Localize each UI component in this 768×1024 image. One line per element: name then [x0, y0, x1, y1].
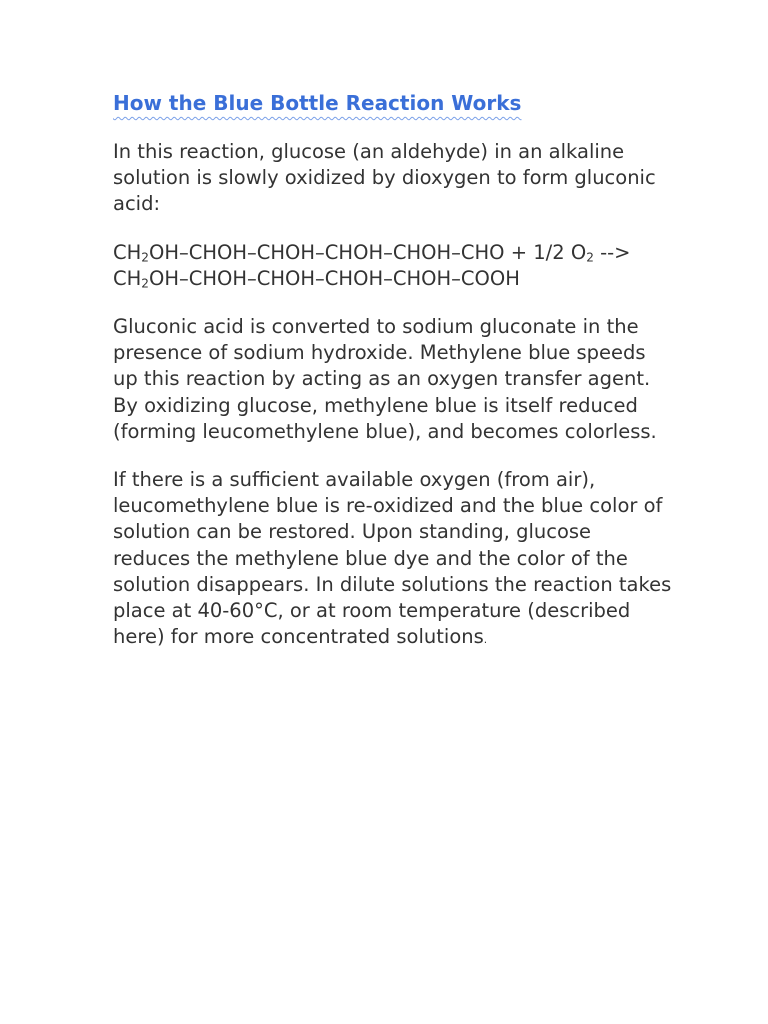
equation-part: OH–CHOH–CHOH–CHOH–CHOH–COOH: [148, 266, 520, 290]
equation-subscript: 2: [141, 276, 149, 291]
document-title: How the Blue Bottle Reaction Works: [113, 91, 522, 115]
equation-subscript: 2: [141, 250, 149, 265]
equation-part: OH–CHOH–CHOH–CHOH–CHOH–CHO + 1/2 O: [148, 240, 587, 264]
document-page: [113, 88, 673, 675]
paragraph-reoxidation-text: If there is a sufficient available oxygen (from air), leucomethylene blue is re-oxidized and the blue color of solution can be restored. Upon standing, glucose reduces the methylene blue dye and the color of the solution disappears. In dilute solutions the reaction takes place at 40-60°C, or at room temperature (described here) for more concentrated solutions: [113, 468, 672, 649]
chemical-equation: [113, 240, 673, 292]
paragraph-reoxidation: [113, 467, 673, 653]
paragraph-end-period: .: [483, 633, 488, 647]
equation-subscript: 2: [586, 250, 594, 265]
paragraph-gluconate: Gluconic acid is converted to sodium gluconate in the presence of sodium hydroxide. Methylene blue speeds up this reaction by acting as an oxygen transfer agent. By oxidizing glucose, methylene blue is itself reduced (forming leucomethylene blue), and becomes colorless.: [113, 315, 657, 443]
equation-part: CH: [113, 240, 142, 264]
paragraph-intro: In this reaction, glucose (an aldehyde) in an alkaline solution is slowly oxidized by dioxygen to form gluconic acid:: [113, 140, 656, 216]
equation-part: --> CH: [113, 240, 631, 290]
